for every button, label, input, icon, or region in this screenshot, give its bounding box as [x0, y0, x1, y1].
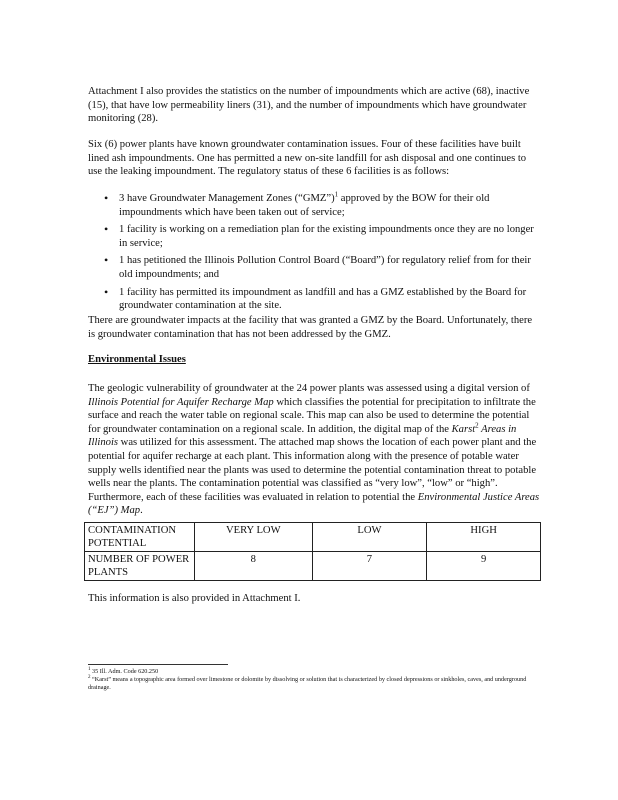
contamination-potential-table: [84, 522, 541, 581]
env-text: The geologic vulnerability of groundwater at the 24 power plants was assessed using a digital version of: [88, 383, 530, 394]
env-text: .: [140, 505, 143, 517]
list-item: • 1 has petitioned the Illinois Pollution Control Board (“Board”) for regulatory relief from for their old impoundments; and: [104, 254, 544, 281]
footnote-2: [88, 676, 538, 692]
table-cell: CONTAMINATION POTENTIAL: [85, 523, 195, 552]
table-cell: 8: [194, 552, 312, 581]
env-italic-areas: Areas in Illinois: [88, 423, 517, 449]
footnotes: [88, 668, 538, 692]
env-italic-map-title: Illinois Potential for Aquifer Recharge Map: [88, 396, 274, 408]
footnote-divider: [88, 664, 228, 665]
footnote-1: [88, 668, 538, 676]
env-text: which classifies the potential for precipitation to infiltrate the surface and reach the water table on regional scale. This map can also be used to determine the potential for groundwater contamination on a regional scale. In addition, the digital map of the: [88, 396, 536, 435]
footnote-ref-1: 1: [334, 190, 339, 199]
footnote-number: 1: [88, 666, 91, 672]
paragraph-attachment-statistics: Attachment I also provides the statistics on the number of impoundments which are active (68), inactive (15), that have low permeability liners (31), and the number of impoundments which have groundwater monitoring (28).: [88, 86, 530, 125]
footnote-number: 2: [88, 674, 91, 680]
list-item: [104, 192, 544, 219]
paragraph-attachment-note: This information is also provided in Attachment I.: [88, 593, 301, 604]
list-item-text: approved by the BOW for their old impoundments which have been taken out of service;: [119, 193, 490, 218]
table-cell: 9: [427, 552, 541, 581]
footnote-text: 35 Ill. Adm. Code 620.250: [90, 668, 159, 675]
list-item: • 1 facility is working on a remediation plan for the existing impoundments once they are no longer in service;: [104, 223, 544, 250]
table-cell: VERY LOW: [194, 523, 312, 552]
env-italic-karst: Karst: [451, 423, 476, 435]
table-cell: HIGH: [427, 523, 541, 552]
paragraph-environmental-issues: [88, 382, 540, 518]
footnote-ref-2: 2: [475, 421, 479, 430]
table-cell: 7: [312, 552, 427, 581]
regulatory-status-list: [104, 192, 544, 317]
table-cell: NUMBER OF POWER PLANTS: [85, 552, 195, 581]
table-cell: LOW: [312, 523, 427, 552]
section-heading: Environmental Issues: [88, 354, 186, 365]
list-item: • 1 facility has permitted its impoundment as landfill and has a GMZ established by the Board for groundwater contamination at the site.: [104, 286, 544, 313]
paragraph-contamination-issues: Six (6) power plants have known groundwater contamination issues. Four of these facilities have built lined ash impoundments. One has permitted a new on-site landfill for ash disposal and one continues to use the leaking impoundment. The regulatory status of these 6 facilities is as follows:: [88, 139, 527, 178]
paragraph-gmz-impacts: There are groundwater impacts at the facility that was granted a GMZ by the Board. Unfortunately, there is groundwater contamination that has not been addressed by the GMZ.: [88, 315, 533, 340]
table-header-row: [85, 523, 541, 552]
table-row: [85, 552, 541, 581]
env-italic-ej-map: Environmental Justice Areas (“EJ”) Map: [88, 491, 540, 517]
env-text: was utilized for this assessment. The attached map shows the location of each power plant and the potential for aquifer recharge at each plant. This information along with the presence of potable water supply wells identified near the plants was used to determine the potential contamination threat to potable wells near the plants. The contamination potential was classified as “very low”, “low” or “high”. Furthermore, each of these facilities was evaluated in relation to potential the: [88, 437, 537, 503]
footnote-text: “Karst” means a topographic area formed over limestone or dolomite by dissolving or solution that is characterized by closed depressions or sinkholes, caves, and underground drainage.: [88, 676, 527, 691]
list-item-text: 3 have Groundwater Management Zones (“GMZ”): [119, 193, 335, 204]
